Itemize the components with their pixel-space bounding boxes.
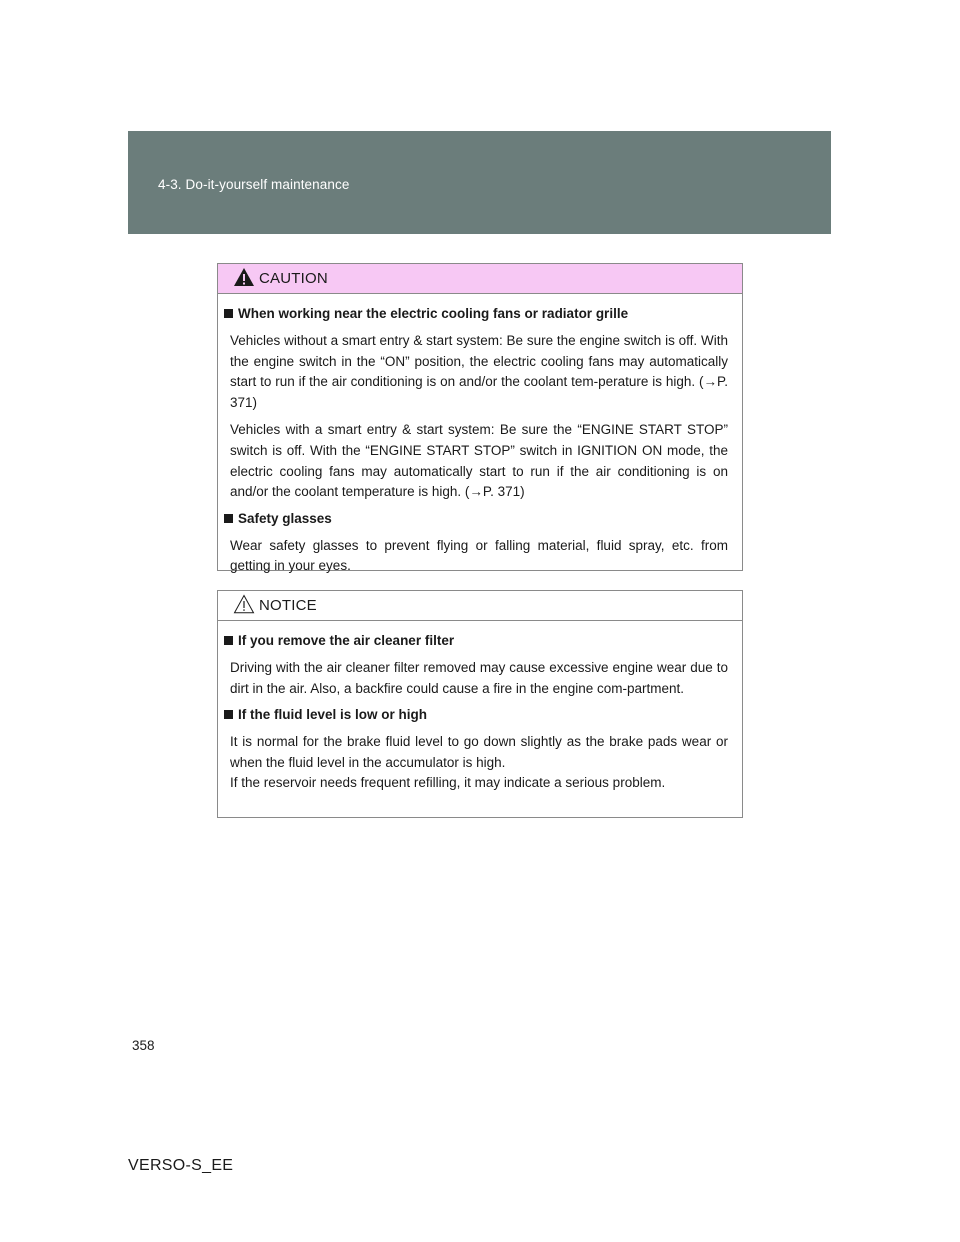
notice-label: NOTICE xyxy=(259,597,317,614)
item-heading-text: When working near the electric cooling fans or radiator grille xyxy=(238,306,629,321)
caution-item xyxy=(218,305,742,503)
item-heading xyxy=(218,632,742,650)
square-bullet-icon xyxy=(224,710,233,719)
item-heading xyxy=(218,706,742,724)
notice-item xyxy=(218,706,742,794)
warning-triangle-outline-icon xyxy=(233,594,255,614)
item-paragraph: Vehicles without a smart entry & start system: Be sure the engine switch is off. With the engine switch in the “ON” position, the electric cooling fans may automatically start to run if the air conditioning is on and/or the coolant tem-perature is high. (→P. 371) xyxy=(230,333,728,410)
item-heading xyxy=(218,305,742,323)
square-bullet-icon xyxy=(224,309,233,318)
warning-triangle-filled-icon xyxy=(233,267,255,287)
item-heading-text: Safety glasses xyxy=(238,510,332,526)
notice-header xyxy=(218,591,742,621)
item-heading xyxy=(218,510,742,528)
section-header-bar xyxy=(128,131,831,234)
item-paragraph: Wear safety glasses to prevent flying or falling material, fluid spray, etc. from getting in your eyes. xyxy=(230,537,728,574)
item-heading-text: If you remove the air cleaner filter xyxy=(238,633,455,648)
item-paragraph: Vehicles with a smart entry & start system: Be sure the “ENGINE START STOP” switch is off. With the “ENGINE START STOP” switch in IGNITION ON mode, the electric cooling fans may automatically start to run if the air conditioning is on and/or the coolant temperature is high. (→P. 371) xyxy=(230,422,728,500)
notice-item xyxy=(218,632,742,699)
section-title: 4-3. Do-it-yourself maintenance xyxy=(158,177,350,192)
item-heading-text: If the fluid level is low or high xyxy=(238,707,428,723)
notice-body xyxy=(218,621,742,794)
caution-item xyxy=(218,510,742,577)
caution-box xyxy=(217,263,743,574)
item-paragraph: If the reservoir needs frequent refilling, it may indicate a serious problem. xyxy=(230,775,666,791)
item-paragraph: It is normal for the brake fluid level to go down slightly as the brake pads wear or when the fluid level in the accumulator is high. xyxy=(230,734,728,770)
caution-header xyxy=(218,264,742,294)
square-bullet-icon xyxy=(224,636,233,645)
document-code: VERSO-S_EE xyxy=(128,1157,234,1174)
page-number: 358 xyxy=(132,1038,155,1053)
caution-body xyxy=(218,294,742,577)
square-bullet-icon xyxy=(224,514,233,523)
caution-label: CAUTION xyxy=(259,270,328,287)
notice-box xyxy=(217,590,743,818)
item-paragraph: Driving with the air cleaner filter removed may cause excessive engine wear due to dirt in the air. Also, a backfire could cause a fire in the engine com-partment. xyxy=(230,660,728,696)
